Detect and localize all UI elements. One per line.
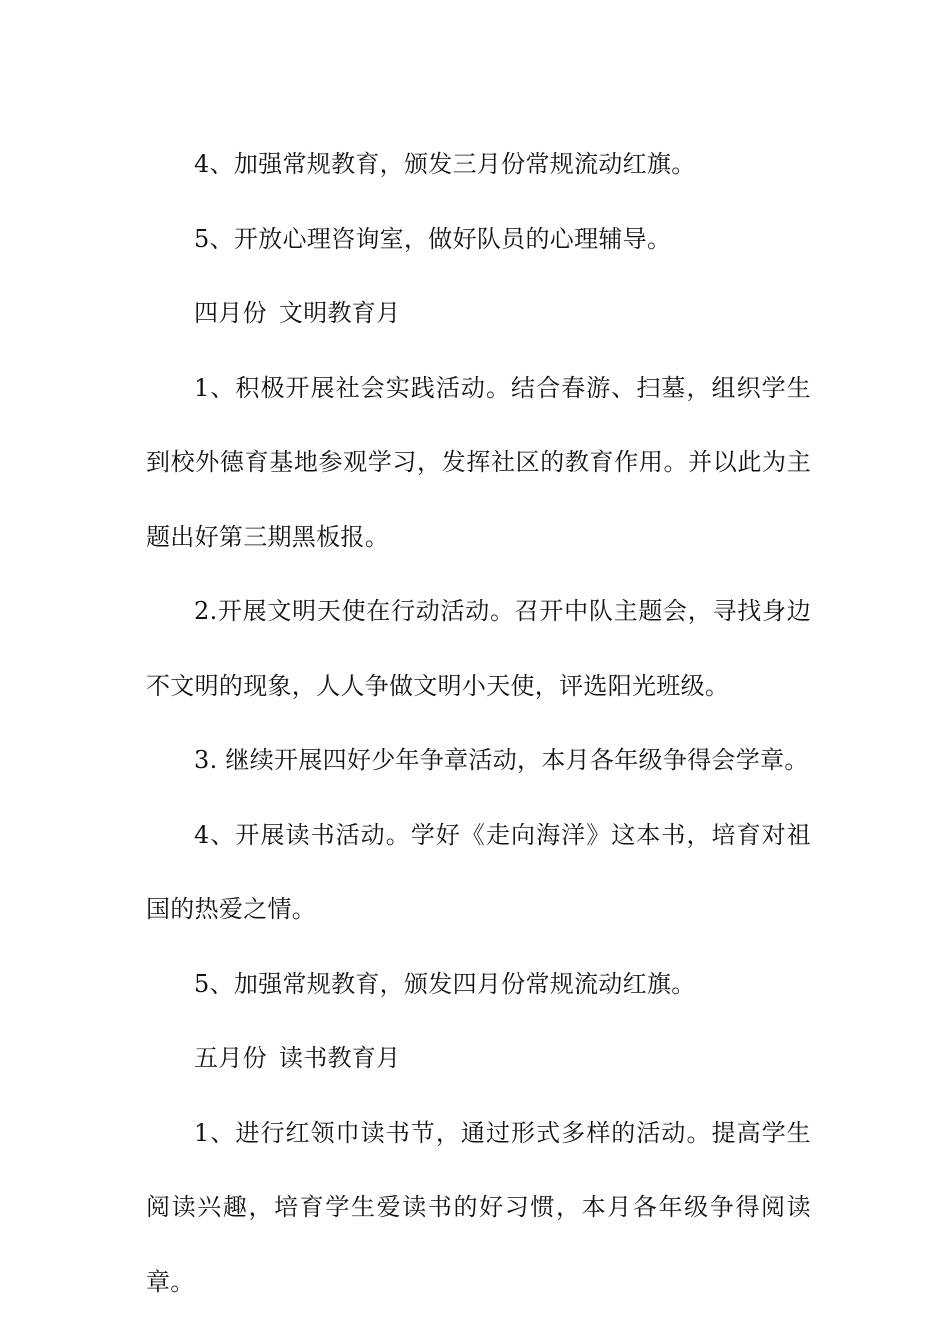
paragraph-counseling-room: 5、开放心理咨询室，做好队员的心理辅导。 [194, 224, 672, 253]
heading-theme: 读书教育月 [278, 1044, 401, 1072]
section-heading-may [146, 1021, 811, 1096]
paragraph-reading-activity: 4、开展读书活动。学好《走向海洋》这本书，培育对祖国的热爱之情。 [146, 820, 811, 923]
paragraph-civility-angel: 2.开展文明天使在行动活动。召开中队主题会，寻找身边不文明的现象，人人争做文明小天使，评选阳光班级。 [146, 597, 811, 700]
document-body [146, 127, 811, 1319]
paragraph-four-good-youth: 3. 继续开展四好少年争章活动，本月各年级争得会学章。 [194, 746, 809, 774]
heading-theme: 文明教育月 [278, 299, 401, 327]
paragraph-regular-education-april: 5、加强常规教育，颁发四月份常规流动红旗。 [194, 969, 696, 998]
paragraph-social-practice: 1、积极开展社会实践活动。结合春游、扫墓，组织学生到校外德育基地参观学习，发挥社区的教育作用。并以此为主题出好第三期黑板报。 [146, 373, 811, 551]
section-heading-april [146, 276, 811, 351]
paragraph-regular-education-march: 4、加强常规教育，颁发三月份常规流动红旗。 [194, 150, 696, 178]
heading-month: 五月份 [194, 1044, 267, 1072]
paragraph-reading-festival: 1、进行红领巾读书节，通过形式多样的活动。提高学生阅读兴趣，培育学生爱读书的好习惯，本月各年级争得阅读章。 [146, 1118, 811, 1296]
heading-month: 四月份 [194, 299, 267, 327]
